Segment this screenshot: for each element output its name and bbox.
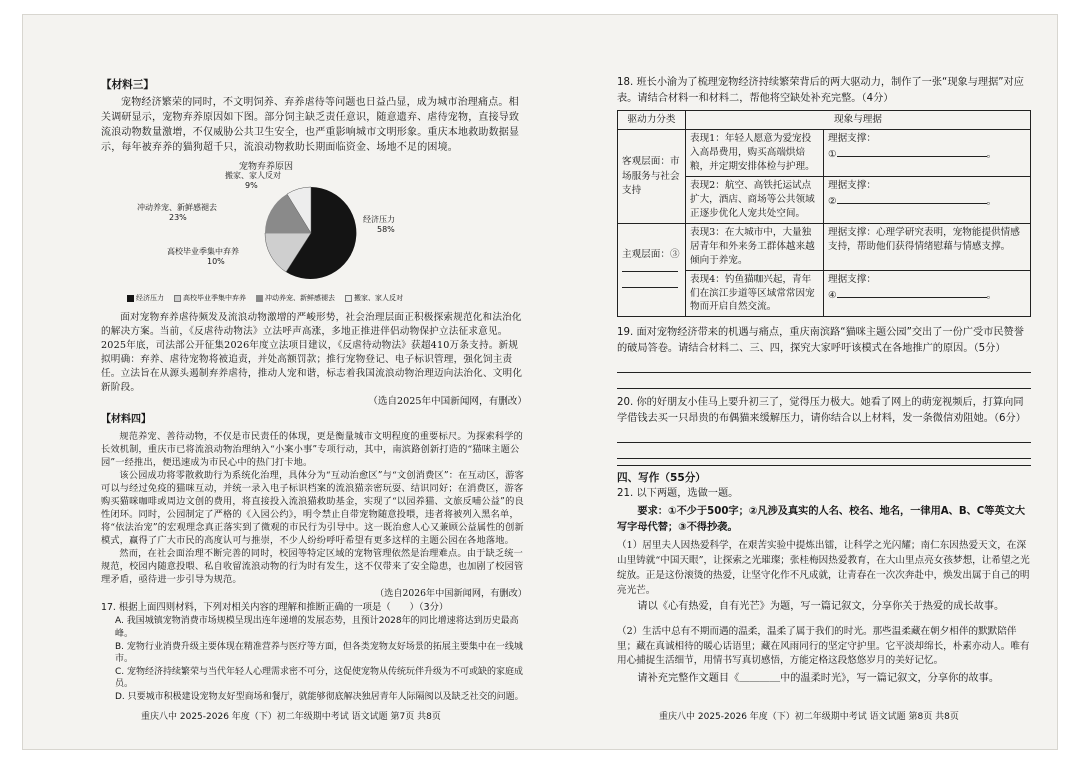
blank-2[interactable]: [837, 194, 987, 204]
source-note-2: （选自2026年中国新闻网，有删改）: [374, 587, 527, 599]
q17-option-a: A. 我国城镇宠物消费市场规模呈现出连年递增的发展态势，且预计2028年的同比增速将达到历史最高峰。: [115, 616, 519, 639]
page-7: [101, 75, 527, 704]
basis-3: 理据支撑：心理学研究表明，宠物能提供情感支持，帮助他们获得情绪慰藉与情感支撑。: [824, 223, 1031, 270]
label-graduation-pct: 10%: [207, 257, 225, 266]
answer-line-20a[interactable]: [617, 429, 1031, 443]
material-3-paragraph-2: 面对宠物弃养虐待频发及流浪动物激增的严峻形势，社会治理层面正积极探索规范化和法治化的解决方案。当前，《反虐待动物法》立法呼声高涨，多地正推进伴侣动物保护立法征求意见。2025年底，司法部公开征集2026年度立法项目建议，《反虐待动物法》获超410万条支持。新规拟明确：弃养、虐待宠物将被追责，并处高额罚款；推行宠物登记、电子标识管理，强化饲主责任。立法旨在从源头遏制弃养虐待，推动人宠和谐，标志着我国流浪动物治理迈向法治化、文明化新阶段。: [101, 312, 523, 394]
blank-1-number: ①: [828, 149, 837, 161]
topic-2: （2）生活中总有不期而遇的温柔，温柔了属于我们的时光。那些温柔藏在朝夕相伴的默默陪伴里；藏在真诚相待的暖心话语里；藏在风雨同行的坚定守护里。它平淡却绵长，朴素亦动人。唯有用心捕捉生活细节，用情书写真切感悟，方能定格这段悠悠岁月的美好记忆。: [617, 625, 1030, 667]
row-subjective-label: [618, 223, 686, 316]
pie-chart-svg: [101, 159, 527, 309]
material-4-paragraph-3: 然而，在社会面治理不断完善的同时，校园等特定区域的宠物管理依然是治理难点。由于缺乏统一规范，校园内随意投喂、私自收留流浪动物的行为时有发生，这不仅带来了安全隐患，也加剧了校园管理矛盾，亟待进一步引导为规范。: [101, 548, 524, 586]
question-21: 21. 以下两题，选做一题。: [617, 488, 739, 500]
q17-option-b: B. 宠物行业消费升级主要体现在精准营养与医疗等方面，但各类宠物友好场景的拓展主要集中在一线城市。: [115, 641, 523, 665]
chart-legend: [127, 293, 403, 304]
row-objective-label: 客观层面：市场服务与社会支持: [618, 130, 686, 223]
source-note-1: （选自2025年中国新闻网，有删改）: [368, 396, 527, 408]
label-impulse-pct: 23%: [169, 213, 187, 222]
topic-2-prompt: 请补充完整作文题目《＿＿＿＿中的温柔时光》，写一篇记叙文，分享你的故事。: [637, 673, 1000, 685]
phenomenon-2: 表现2：航空、高铁托运试点扩大，酒店、商场等公共领域正逐步优化人宠共处空间。: [686, 177, 824, 224]
blank-4[interactable]: [837, 288, 987, 298]
topic-1: （1）居里夫人因热爱科学，在艰苦实验中提炼出镭，让科学之光闪耀；南仁东因热爱天文，在深山里铸就“中国天眼”，让探索之光璀璨；张桂梅因热爱教育，在大山里点亮女孩梦想，让希望之光绽放。正是这份滚烫的热爱，让坚守化作不凡成就，让青春在一次次奔赴中，焕发出属于自己的明亮光芒。: [617, 540, 1030, 597]
topic-1-prompt: 请以《心有热爱，自有光芒》为题，写一篇记叙文，分享你关于热爱的成长故事。: [637, 600, 1005, 612]
page-7-footer: 重庆八中 2025-2026 年度（下）初二年级期中考试 语文试题 第7页 共8页: [141, 712, 441, 722]
legend-item-1-text: 高校毕业季集中弃养: [183, 294, 246, 303]
blank-2-number: ②: [828, 196, 837, 208]
legend-item-2-text: 冲动养宠、新鲜感褪去: [265, 294, 335, 303]
answer-line-20b[interactable]: [617, 445, 1031, 459]
label-economic: [363, 215, 395, 234]
question-20: 20. 你的好朋友小佳马上要升初三了，觉得压力极大。她看了网上的萌宠视频后，打算向同学借钱去买一只昂贵的布偶猫来缓解压力，请你结合以上材料，发一条微信劝阻她。（6分）: [617, 396, 1026, 424]
blank-4-number: ④: [828, 289, 837, 301]
legend-item-3-text: 搬家、家人反对: [354, 294, 403, 303]
label-graduation-text: 高校毕业季集中弃养: [167, 247, 239, 257]
label-moving: [225, 171, 281, 190]
q17-option-d: D. 只要城市积极建设宠物友好型商场和餐厅，就能够彻底解决独居青年人际隔阂以及缺乏社交的问题。: [115, 691, 524, 702]
basis-2-label: 理据支撑：: [828, 180, 876, 192]
phenomenon-1: 表现1：年轻人愿意为爱宠投入高昂费用，购买高端烘焙粮，并定期安排体检与护理。: [686, 130, 824, 177]
material-4-heading: 【材料四】: [101, 414, 151, 426]
question-18: 18. 班长小渝为了梳理宠物经济持续繁荣背后的两大驱动力，制作了一张“现象与理据”对应表。请结合材料一和材料二，帮他将空缺处补充完整。（4分）: [617, 77, 1024, 104]
phenomenon-3: 表现3：在大城市中，大量独居青年和外来务工群体越来越倾向于养宠。: [686, 223, 824, 270]
material-4-paragraph-2: 该公园成功将零散救助行为系统化治理，具体分为“互动治愈区”与“文创消费区”：在互动区，游客可以与经过免疫的猫咪互动，并统一录入电子标识档案的流浪猫亲密玩耍、结识同好；在消费区，游客购买猫咪咖啡或周边文创的费用，将直接投入流浪猫救助基金，实现了“以园养猫、文旅反哺公益”的良性闭环。同时，公园制定了严格的《入园公约》，明令禁止自带宠物随意投喂，违者将被列入黑名单，将“依法治宠”的宏观理念真正落实到了微观的市民行为引导中。这一既治愈人心又兼顾公益属性的创新模式，赢得了广大市民的高度认可与推崇，不少人纷纷呼吁希望有更多这样的主题公园在各地落地。: [101, 469, 524, 547]
legend-item-1: [174, 293, 246, 304]
label-moving-pct: 9%: [245, 181, 258, 190]
legend-item-2: [256, 293, 335, 304]
basis-4-label: 理据支撑：: [828, 273, 876, 285]
label-economic-text: 经济压力: [363, 215, 395, 225]
blank-3a[interactable]: [622, 262, 678, 272]
page-8-footer: 重庆八中 2025-2026 年度（下）初二年级期中考试 语文试题 第8页 共8页: [659, 712, 959, 722]
chart-title: 宠物弃养原因: [239, 162, 294, 173]
answer-line-19a[interactable]: [617, 359, 1031, 373]
scanned-sheet: [22, 14, 1058, 750]
q17-option-c: C. 宠物经济持续繁荣与当代年轻人心理需求密不可分，这促使宠物从传统玩伴升级为不可或缺的家庭成员。: [115, 666, 524, 690]
basis-2: 理据支撑： ② 。: [824, 177, 1031, 224]
material-4-paragraph-1: 规范养宠、善待动物，不仅是市民责任的体现，更是衡量城市文明程度的重要标尺。为探索科学的长效机制，重庆市已将流浪动物治理纳入“小案小事”专项行动，其中，南滨路创新打造的“猫咪主题公园”一经推出，便迅速成为市民心中的热门打卡地。: [101, 430, 524, 468]
phenomenon-basis-table: [617, 110, 1031, 318]
label-impulse: [137, 203, 217, 222]
material-3-heading: 【材料三】: [101, 79, 154, 91]
table-header-phenomenon: 现象与理据: [686, 110, 1031, 130]
question-19: 19. 面对宠物经济带来的机遇与痛点，重庆南滨路“猫咪主题公园”交出了一份广受市民赞誉的破局答卷。请结合材料二、三、四，探究大家呼吁该模式在各地推广的原因。（5分）: [617, 327, 1024, 355]
phenomenon-4: 表现4：钓鱼猫咖兴起，青年们在滨江步道等区域常常因宠物而开启自然交流。: [686, 270, 824, 317]
basis-4: 理据支撑： ④ 。: [824, 270, 1031, 317]
row-subjective-text: 主观层面：③: [622, 249, 680, 261]
legend-item-0-text: 经济压力: [136, 294, 164, 303]
label-impulse-text: 冲动养宠、新鲜感褪去: [137, 203, 217, 213]
answer-line-19b[interactable]: [617, 375, 1031, 389]
basis-1-label: 理据支撑：: [828, 133, 876, 145]
legend-item-3: [345, 293, 403, 304]
table-header-category: 驱动力分类: [618, 110, 686, 130]
writing-requirements: 要求：①不少于500字；②凡涉及真实的人名、校名、地名，一律用A、B、C等英文大写字母代替；③不得抄袭。: [617, 505, 1026, 533]
legend-item-0: [127, 293, 164, 304]
question-17: 17. 根据上面四则材料，下列对相关内容的理解和推断正确的一项是（ ）（3分）: [101, 601, 449, 613]
writing-section-heading: 四、写作（55分）: [617, 465, 1031, 486]
label-moving-text: 搬家、家人反对: [225, 171, 281, 181]
blank-3b[interactable]: [622, 278, 678, 288]
material-3-text: 宠物经济繁荣的同时，不文明饲养、弃养虐待等问题也日益凸显，成为城市治理痛点。相关调研显示，宠物弃养原因如下图。部分饲主缺乏责任意识，随意遗弃、虐待宠物，直接导致流浪动物数量激增，不仅威胁公共卫生安全，也严重影响城市文明形象。重庆本地救助数据显示，每年被弃养的猫狗超千只，流浪动物救助长期面临资金、场地不足的困境。: [101, 97, 520, 154]
pie-chart: [101, 159, 527, 309]
page-8: [617, 75, 1031, 687]
label-economic-pct: 58%: [377, 225, 395, 234]
label-graduation: [167, 247, 239, 266]
blank-1[interactable]: [837, 147, 987, 157]
basis-1: 理据支撑： ① 。: [824, 130, 1031, 177]
